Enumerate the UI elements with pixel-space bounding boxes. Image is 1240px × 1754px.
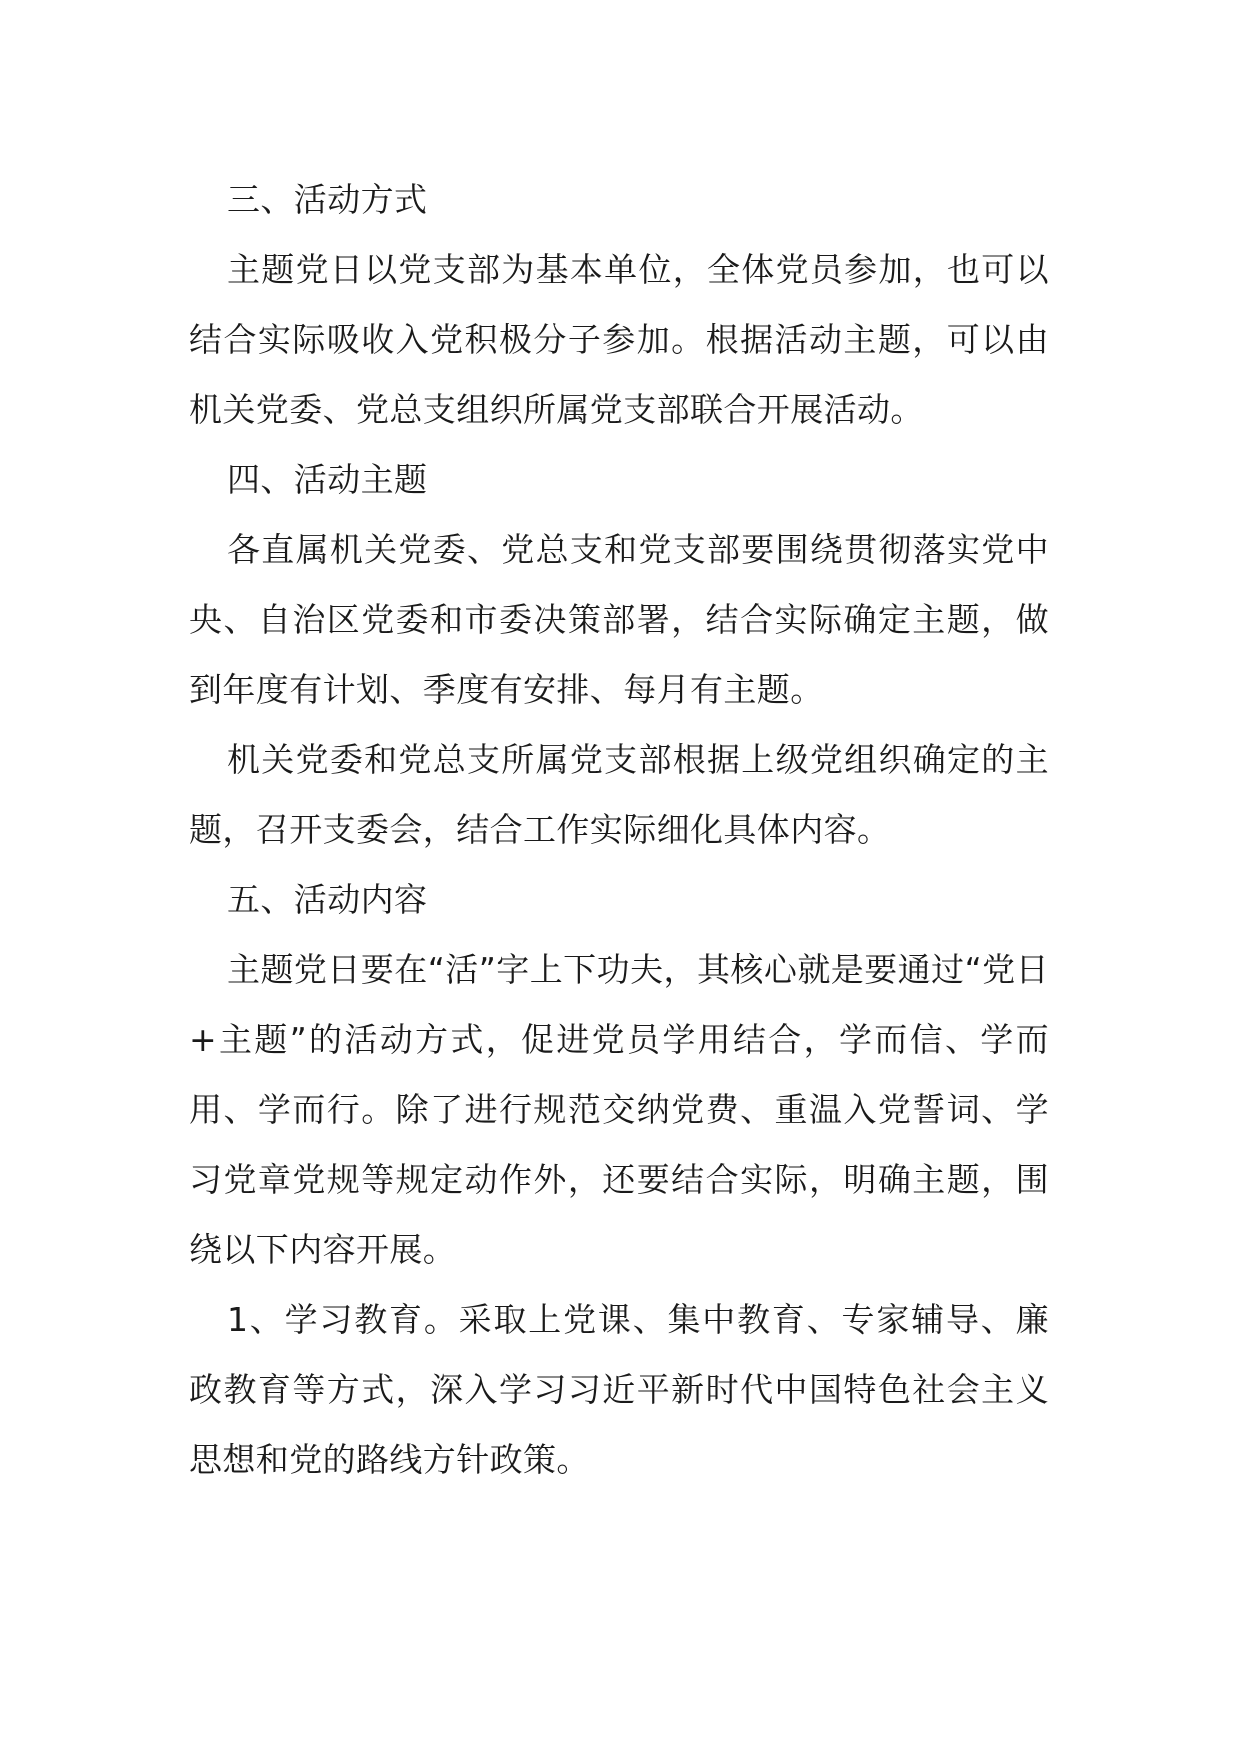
section-heading-activity-theme: 四、活动主题 xyxy=(227,460,428,499)
section-heading-activity-content: 五、活动内容 xyxy=(227,880,428,919)
paragraph-theme-branch: 机关党委和党总支所属党支部根据上级党组织确定的主题，召开支委会，结合工作实际细化具体内容。 xyxy=(189,740,1049,849)
paragraph-content-overview: 主题党日要在“活”字上下功夫，其核心就是要通过“党日+主题”的活动方式，促进党员学用结合，学而信、学而用、学而行。除了进行规范交纳党费、重温入党誓词、学习党章党规等规定动作外，还要结合实际，明确主题，围绕以下内容开展。 xyxy=(189,950,1049,1269)
paragraph-theme-planning: 各直属机关党委、党总支和党支部要围绕贯彻落实党中央、自治区党委和市委决策部署，结合实际确定主题，做到年度有计划、季度有安排、每月有主题。 xyxy=(189,530,1049,709)
document-body xyxy=(189,165,1049,1495)
paragraph-study-education: 1、学习教育。采取上党课、集中教育、专家辅导、廉政教育等方式，深入学习习近平新时代中国特色社会主义思想和党的路线方针政策。 xyxy=(189,1300,1049,1479)
section-heading-activity-method: 三、活动方式 xyxy=(227,180,428,219)
paragraph-activity-method: 主题党日以党支部为基本单位，全体党员参加，也可以结合实际吸收入党积极分子参加。根据活动主题，可以由机关党委、党总支组织所属党支部联合开展活动。 xyxy=(189,250,1049,429)
